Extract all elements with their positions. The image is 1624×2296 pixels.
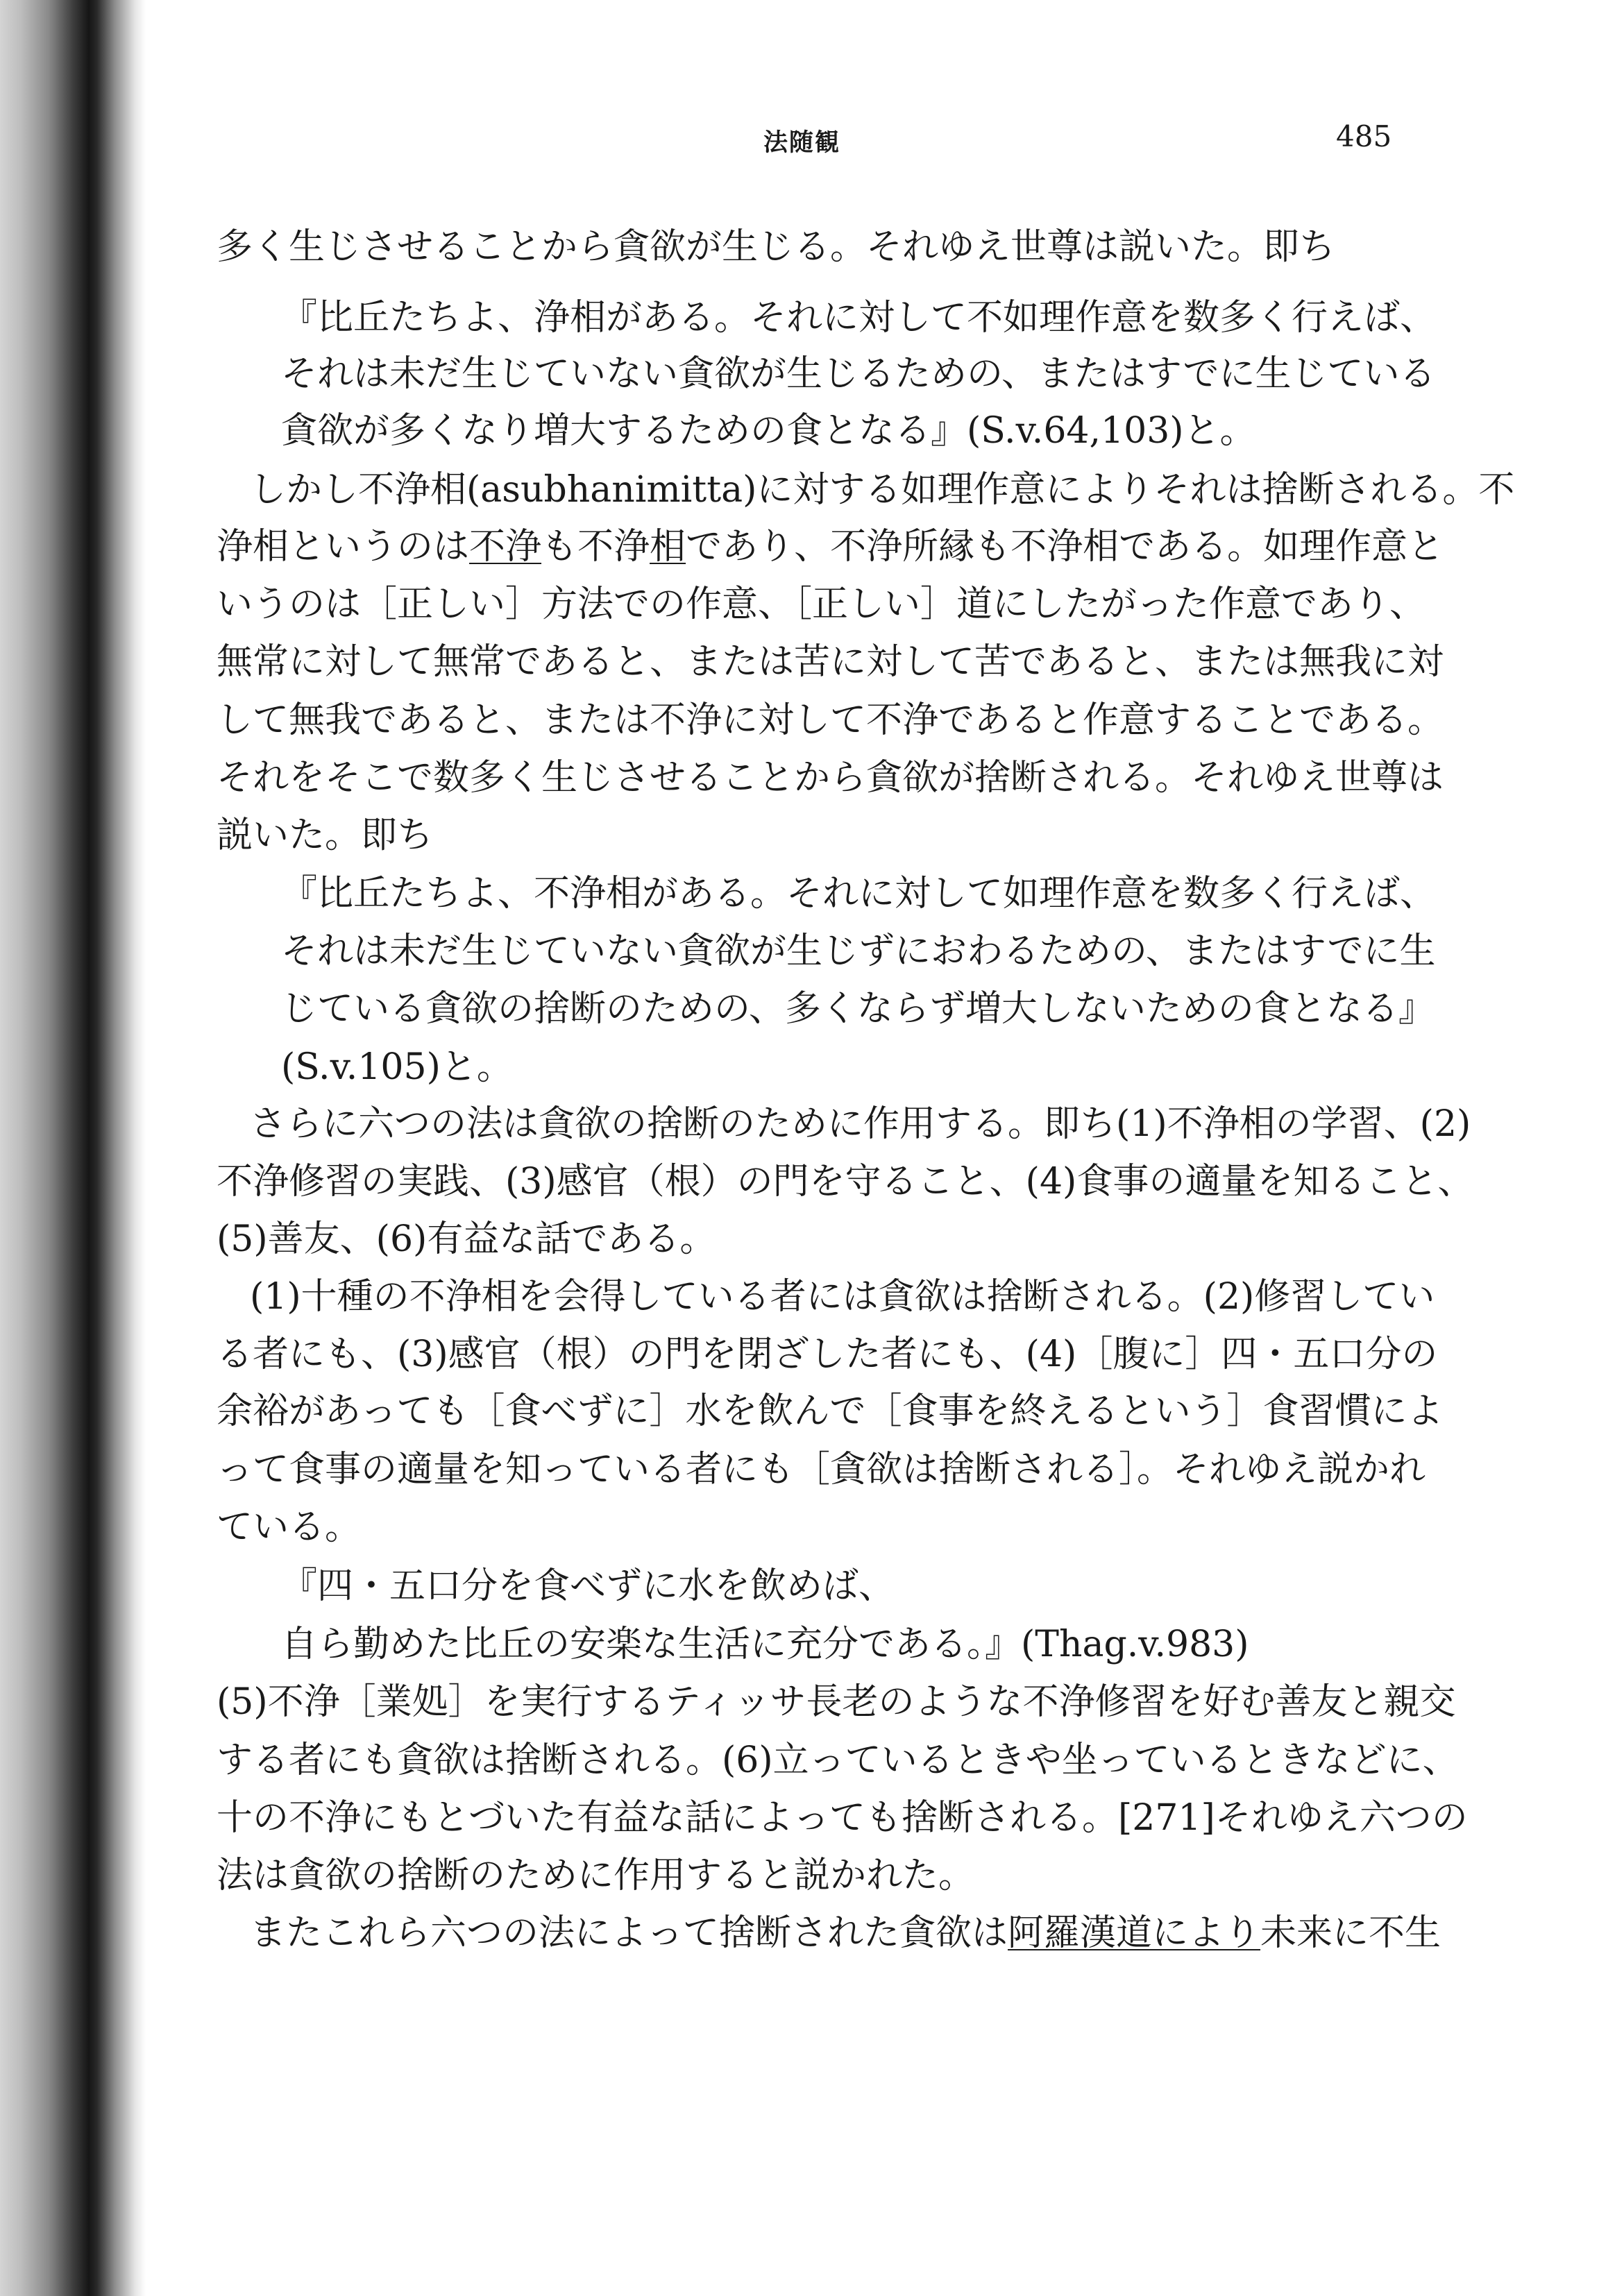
text-segment: (5)善友、(6)有益な話である。 bbox=[217, 1218, 716, 1260]
text-line bbox=[217, 1391, 1444, 1432]
text-line bbox=[281, 930, 1436, 972]
text-line bbox=[217, 699, 1444, 741]
text-segment: ている。 bbox=[217, 1506, 362, 1548]
text-line bbox=[217, 815, 1417, 856]
text-line bbox=[250, 1912, 1441, 1954]
text-segment: 浄相というのは bbox=[217, 526, 470, 568]
underlined-text: 相 bbox=[650, 526, 686, 568]
text-line bbox=[281, 1626, 1419, 1663]
text-segment: じている貪欲の捨断のための、多くならず増大しないための食となる』 bbox=[281, 988, 1435, 1030]
text-segment: 自ら勤めた比丘の安楽な生活に充分である。』(Thag.v.983) bbox=[281, 1624, 1249, 1665]
text-segment: 余裕があっても［食べずに］水を飲んで［食事を終えるという］食習慣によ bbox=[217, 1391, 1444, 1432]
text-line bbox=[217, 1506, 1417, 1548]
text-line bbox=[217, 1797, 1468, 1839]
text-line bbox=[281, 410, 1419, 452]
text-line bbox=[281, 353, 1436, 395]
text-line bbox=[281, 1046, 1419, 1088]
text-line bbox=[217, 1334, 1438, 1375]
text-segment: って食事の適量を知っている者にも［貪欲は捨断される］。それゆえ説かれ bbox=[217, 1449, 1426, 1490]
text-segment: (1)十種の不浄相を会得している者には貪欲は捨断される。(2)修習してい bbox=[250, 1276, 1435, 1318]
text-line bbox=[281, 297, 1437, 339]
text-line bbox=[217, 1740, 1459, 1781]
text-line bbox=[217, 526, 1444, 568]
text-line bbox=[250, 469, 1515, 511]
text-segment: またこれら六つの法によって捨断された貪欲は bbox=[250, 1912, 1008, 1954]
underlined-text: 阿羅漢道により bbox=[1008, 1912, 1261, 1954]
text-segment: それは未だ生じていない貪欲が生じるための、またはすでに生じている bbox=[281, 353, 1436, 395]
text-line bbox=[281, 1565, 1419, 1607]
text-segment: も不浄 bbox=[541, 526, 650, 568]
text-line bbox=[250, 1276, 1435, 1318]
text-line bbox=[217, 1857, 1417, 1894]
running-head: 法随観 bbox=[763, 128, 841, 157]
text-segment: であり、不浄所縁も不浄相である。如理作意と bbox=[686, 526, 1444, 568]
text-segment: (S.v.105)と。 bbox=[281, 1046, 513, 1088]
text-line bbox=[217, 1218, 1417, 1260]
text-segment: する者にも貪欲は捨断される。(6)立っているときや坐っているときなどに、 bbox=[217, 1740, 1459, 1781]
text-segment: 無常に対して無常であると、または苦に対して苦であると、または無我に対 bbox=[217, 641, 1444, 683]
text-segment: して無我であると、または不浄に対して不浄であると作意することである。 bbox=[217, 699, 1444, 741]
text-segment: 『比丘たちよ、浄相がある。それに対して不如理作意を数多く行えば、 bbox=[281, 297, 1437, 339]
text-segment: それは未だ生じていない貪欲が生じずにおわるための、またはすでに生 bbox=[281, 930, 1436, 972]
text-segment: 説いた。即ち bbox=[217, 815, 434, 856]
text-line bbox=[217, 641, 1444, 683]
underlined-text: 不浄 bbox=[469, 526, 542, 568]
text-segment: 『四・五口分を食べずに水を飲めば、 bbox=[281, 1565, 895, 1607]
text-segment: (5)不浄［業処］を実行するティッサ長老のような不浄修習を好む善友と親交 bbox=[217, 1681, 1456, 1723]
text-line bbox=[281, 988, 1435, 1030]
text-line bbox=[250, 1103, 1471, 1145]
text-line bbox=[217, 1681, 1456, 1723]
text-segment: しかし不浄相(asubhanimitta)に対する如理作意によりそれは捨断される。不 bbox=[250, 469, 1515, 511]
text-segment: さらに六つの法は貪欲の捨断のために作用する。即ち(1)不浄相の学習、(2) bbox=[250, 1103, 1471, 1145]
text-line bbox=[217, 226, 1417, 268]
text-line bbox=[217, 757, 1444, 799]
text-segment: 未来に不生 bbox=[1260, 1912, 1441, 1954]
text-segment: 十の不浄にもとづいた有益な話によっても捨断される。[271]それゆえ六つの bbox=[217, 1797, 1468, 1839]
text-segment: いうのは［正しい］方法での作意、［正しい］道にしたがった作意であり、 bbox=[217, 584, 1426, 625]
text-segment: 法は貪欲の捨断のために作用すると説かれた。 bbox=[217, 1855, 975, 1896]
text-line bbox=[217, 1449, 1426, 1490]
text-segment: 『比丘たちよ、不浄相がある。それに対して如理作意を数多く行えば、 bbox=[281, 873, 1437, 915]
text-segment: 不浄修習の実践、(3)感官（根）の門を守ること、(4)食事の適量を知ること、 bbox=[217, 1161, 1474, 1202]
text-segment: 多く生じさせることから貪欲が生じる。それゆえ世尊は説いた。即ち bbox=[217, 226, 1336, 268]
text-segment: る者にも、(3)感官（根）の門を閉ざした者にも、(4)［腹に］四・五口分の bbox=[217, 1334, 1438, 1375]
page-number: 485 bbox=[1336, 119, 1392, 153]
text-segment: 貪欲が多くなり増大するための食となる』(S.v.64,103)と。 bbox=[281, 410, 1256, 452]
text-line bbox=[281, 873, 1437, 915]
text-line bbox=[217, 584, 1426, 625]
text-line bbox=[217, 1161, 1474, 1202]
text-segment: それをそこで数多く生じさせることから貪欲が捨断される。それゆえ世尊は bbox=[217, 757, 1444, 799]
